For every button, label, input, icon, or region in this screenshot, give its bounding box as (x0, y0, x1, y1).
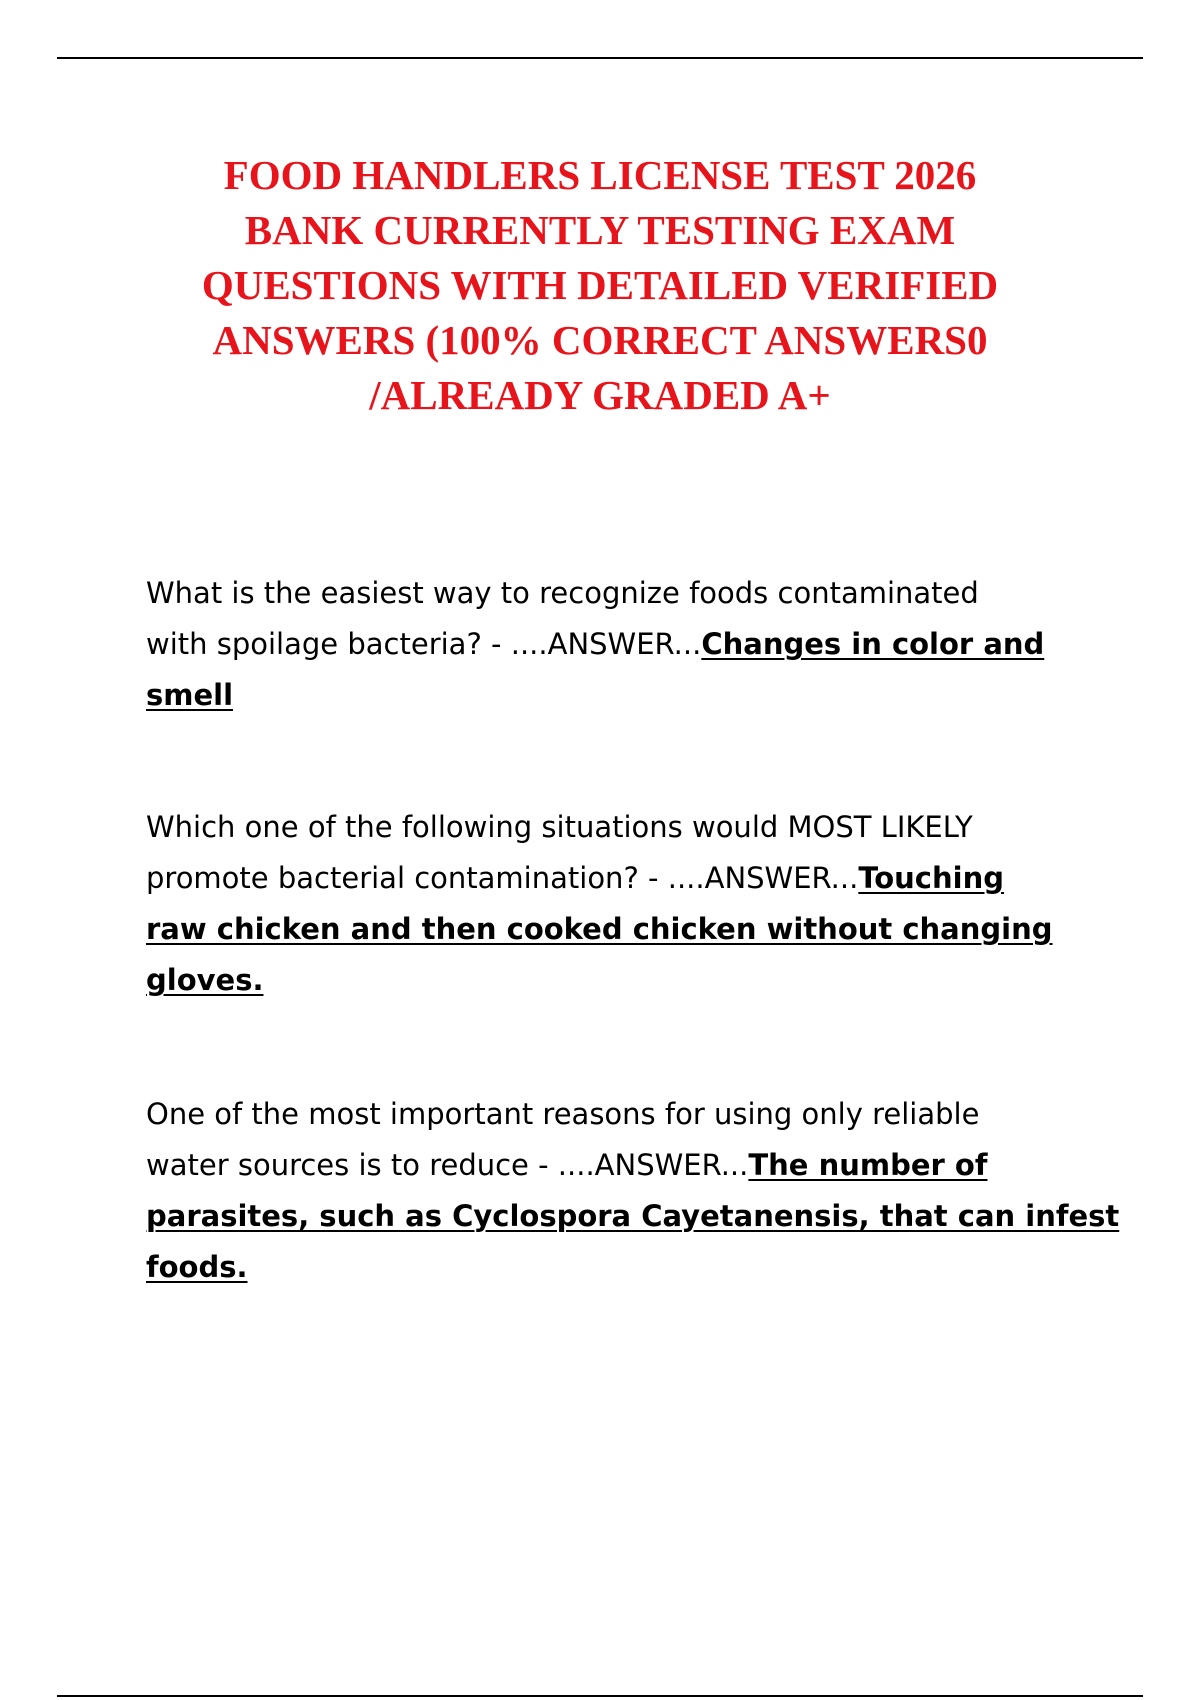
question-line (146, 619, 1096, 670)
top-rule (57, 57, 1143, 59)
question-text: What is the easiest way to recognize foods contaminated (146, 576, 979, 610)
question-text: Which one of the following situations would MOST LIKELY (146, 810, 973, 844)
answer-text: parasites, such as Cyclospora Cayetanensis, that can infest (146, 1199, 1120, 1233)
answer-text: smell (146, 678, 234, 712)
question-text: water sources is to reduce - ....ANSWER... (146, 1148, 749, 1182)
answer-text: foods. (146, 1250, 248, 1284)
question-block (146, 568, 1096, 721)
answer-line (146, 1242, 1096, 1293)
title-line: BANK CURRENTLY TESTING EXAM (244, 207, 956, 253)
question-text: with spoilage bacteria? - ....ANSWER... (146, 627, 702, 661)
bottom-rule (57, 1695, 1143, 1697)
title-line: ANSWERS (100% CORRECT ANSWERS0 (212, 317, 988, 363)
answer-text: Touching (858, 861, 1004, 895)
title-line: /ALREADY GRADED A+ (369, 372, 831, 418)
answer-line (146, 670, 1096, 721)
question-line (146, 853, 1096, 904)
question-text: promote bacterial contamination? - ....ANSWER... (146, 861, 859, 895)
answer-line (146, 904, 1096, 955)
answer-text: raw chicken and then cooked chicken without changing (146, 912, 1053, 946)
document-title (100, 148, 1100, 423)
answer-text: Changes in color and (701, 627, 1045, 661)
answer-line (146, 1191, 1120, 1242)
title-line: QUESTIONS WITH DETAILED VERIFIED (201, 262, 999, 308)
answer-line (146, 955, 1096, 1006)
answer-text: The number of (748, 1148, 988, 1182)
title-line: FOOD HANDLERS LICENSE TEST 2026 (223, 152, 977, 198)
question-line (146, 1140, 1096, 1191)
question-block (146, 1089, 1120, 1293)
question-text: One of the most important reasons for using only reliable (146, 1097, 980, 1131)
answer-text: gloves. (146, 963, 264, 997)
question-block (146, 802, 1096, 1006)
